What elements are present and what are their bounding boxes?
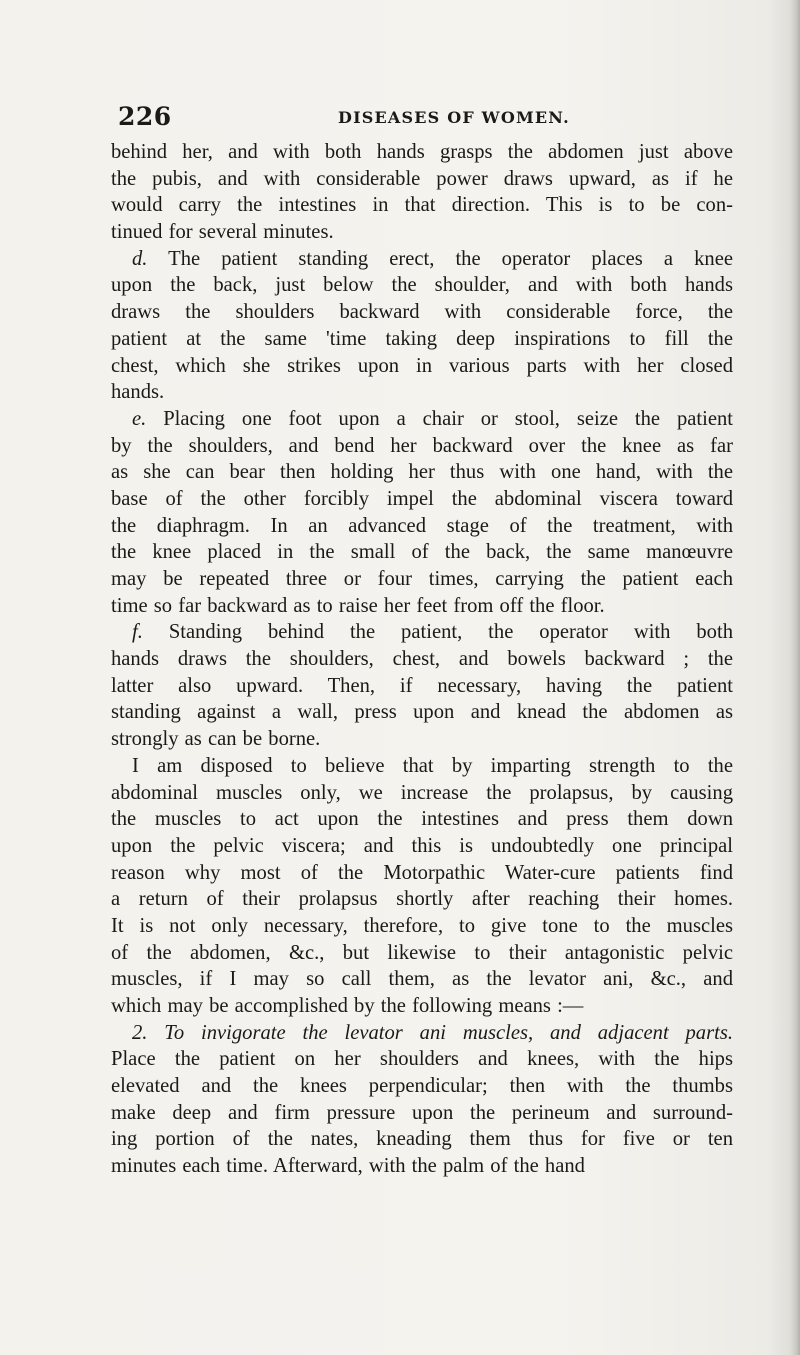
line-text: hands draws the shoulders, chest, and bowels backward ; the — [111, 648, 733, 671]
text-line — [111, 139, 733, 166]
text-line-content — [111, 833, 733, 860]
text-line — [111, 486, 733, 513]
text-line — [111, 913, 733, 940]
text-line — [111, 539, 733, 566]
line-text: draws the shoulders backward with considerable force, the — [111, 301, 733, 324]
text-line — [111, 699, 733, 726]
line-text: which may be accomplished by the following means :— — [111, 995, 584, 1017]
page-header — [118, 102, 738, 134]
text-line-content — [111, 486, 733, 513]
text-line-content — [132, 753, 733, 780]
line-text: by the shoulders, and bend her backward over the knee as far — [111, 434, 733, 457]
text-line-content — [111, 593, 733, 620]
text-line — [111, 246, 733, 273]
line-text: upon the pelvic viscera; and this is undoubtedly one principal — [111, 834, 733, 857]
line-text: the pubis, and with considerable power draws upward, as if he — [111, 167, 733, 190]
line-text: upon the back, just below the shoulder, and with both hands — [111, 274, 733, 297]
text-line — [111, 272, 733, 299]
text-line-content — [132, 246, 733, 273]
text-line-content — [111, 806, 733, 833]
line-text: would carry the intestines in that direction. This is to be con- — [111, 194, 733, 217]
text-line-content — [111, 513, 733, 540]
text-line-content — [111, 886, 733, 913]
page-edge-shadow — [790, 0, 800, 1355]
line-text: the diaphragm. In an advanced stage of the treatment, with — [111, 514, 733, 537]
body-text — [111, 139, 733, 1180]
text-line-content — [132, 406, 733, 433]
text-line-content — [111, 566, 733, 593]
line-text: minutes each time. Afterward, with the palm of the hand — [111, 1155, 585, 1178]
text-line-content — [111, 1073, 733, 1100]
line-text: I am disposed to believe that by imparting strength to the — [132, 754, 733, 777]
text-line-content — [111, 673, 733, 700]
text-line — [111, 379, 733, 406]
text-line-content — [111, 966, 733, 993]
text-line-content — [111, 860, 733, 887]
text-line-content — [111, 192, 733, 219]
text-line-content — [111, 940, 733, 967]
text-line — [111, 566, 733, 593]
paragraph-marker: 2. — [132, 1021, 148, 1044]
line-text: strongly as can be borne. — [111, 728, 321, 751]
text-line — [111, 833, 733, 860]
text-line — [111, 780, 733, 807]
text-line-content — [111, 780, 733, 807]
text-line — [111, 993, 733, 1020]
text-line — [111, 166, 733, 193]
text-line — [111, 433, 733, 460]
line-text: the muscles to act upon the intestines and press them down — [111, 808, 733, 831]
text-line-content — [111, 299, 733, 326]
paragraph-marker: f. — [132, 621, 143, 644]
text-line-content — [111, 646, 733, 673]
text-line — [111, 1020, 733, 1047]
text-line — [111, 726, 733, 753]
text-line-content — [111, 433, 733, 460]
text-line — [111, 966, 733, 993]
line-text: hands. — [111, 381, 165, 404]
line-text: ing portion of the nates, kneading them thus for five or ten — [111, 1128, 733, 1151]
line-text: It is not only necessary, therefore, to give tone to the muscles — [111, 914, 733, 937]
line-text: muscles, if I may so call them, as the levator ani, &c., and — [111, 968, 733, 991]
text-line-content — [111, 139, 733, 166]
text-line — [111, 860, 733, 887]
text-line — [111, 299, 733, 326]
line-text: latter also upward. Then, if necessary, having the patient — [111, 674, 733, 697]
text-line-content — [111, 699, 733, 726]
line-text: may be repeated three or four times, carrying the patient each — [111, 568, 733, 590]
line-text: elevated and the knees perpendicular; then with the thumbs — [111, 1075, 733, 1098]
line-text: behind her, and with both hands grasps the abdomen just above — [111, 141, 733, 163]
text-line — [111, 219, 733, 246]
text-line — [111, 1153, 733, 1180]
line-text: patient at the same 'time taking deep inspirations to fill the — [111, 327, 733, 350]
text-line-content — [111, 1153, 733, 1180]
text-line — [111, 940, 733, 967]
text-line — [111, 1073, 733, 1100]
text-line — [111, 326, 733, 353]
text-line-content — [111, 272, 733, 299]
line-text: of the abdomen, &c., but likewise to their antagonistic pelvic — [111, 941, 733, 964]
text-line-content — [111, 726, 733, 753]
text-line — [111, 886, 733, 913]
text-line-content — [132, 619, 733, 646]
text-line — [111, 192, 733, 219]
text-line — [111, 1100, 733, 1127]
line-text: The patient standing erect, the operator places a knee — [147, 247, 733, 270]
line-text: the knee placed in the small of the back, the same manœuvre — [111, 541, 733, 564]
line-text: standing against a wall, press upon and knead the abdomen as — [111, 701, 733, 724]
line-text: Standing behind the patient, the operator with both — [142, 621, 733, 644]
line-text: abdominal muscles only, we increase the prolapsus, by causing — [111, 781, 733, 804]
running-head: DISEASES OF WOMEN. — [338, 108, 570, 127]
text-line-content — [111, 913, 733, 940]
text-line — [111, 673, 733, 700]
text-line-content — [111, 379, 733, 406]
line-text: time so far backward as to raise her feet from off the floor. — [111, 594, 605, 617]
text-line-content — [111, 459, 733, 486]
text-line-content — [111, 1046, 733, 1073]
text-line — [111, 806, 733, 833]
line-text: make deep and firm pressure upon the perineum and surround- — [111, 1101, 733, 1124]
line-text: base of the other forcibly impel the abdominal viscera toward — [111, 487, 733, 510]
text-line — [111, 593, 733, 620]
text-line — [111, 1046, 733, 1073]
paragraph-marker: e. — [132, 407, 147, 430]
line-text: Placing one foot upon a chair or stool, seize the patient — [146, 407, 733, 430]
text-line — [111, 619, 733, 646]
line-text: tinued for several minutes. — [111, 221, 334, 244]
text-line-content — [111, 1100, 733, 1127]
text-line-content — [111, 1126, 733, 1153]
text-line — [111, 459, 733, 486]
line-text: a return of their prolapsus shortly after reaching their homes. — [111, 888, 733, 911]
text-line — [111, 406, 733, 433]
line-text: reason why most of the Motorpathic Water-cure patients find — [111, 861, 733, 884]
text-line-content — [111, 326, 733, 353]
text-line — [111, 753, 733, 780]
text-line — [111, 513, 733, 540]
text-line-content — [111, 219, 733, 246]
line-text: as she can bear then holding her thus with one hand, with the — [111, 461, 733, 484]
paragraph-marker: d. — [132, 247, 148, 270]
text-line-content — [111, 353, 733, 380]
text-line-content — [132, 1020, 733, 1047]
text-line — [111, 1126, 733, 1153]
text-line-content — [111, 993, 733, 1020]
text-line — [111, 646, 733, 673]
line-text: Place the patient on her shoulders and knees, with the hips — [111, 1048, 733, 1071]
page-number: 226 — [118, 102, 172, 131]
text-line-content — [111, 539, 733, 566]
text-line-content — [111, 166, 733, 193]
italic-heading: To invigorate the levator ani muscles, and adjacent parts. — [147, 1021, 733, 1044]
text-line — [111, 353, 733, 380]
line-text: chest, which she strikes upon in various parts with her closed — [111, 354, 733, 377]
